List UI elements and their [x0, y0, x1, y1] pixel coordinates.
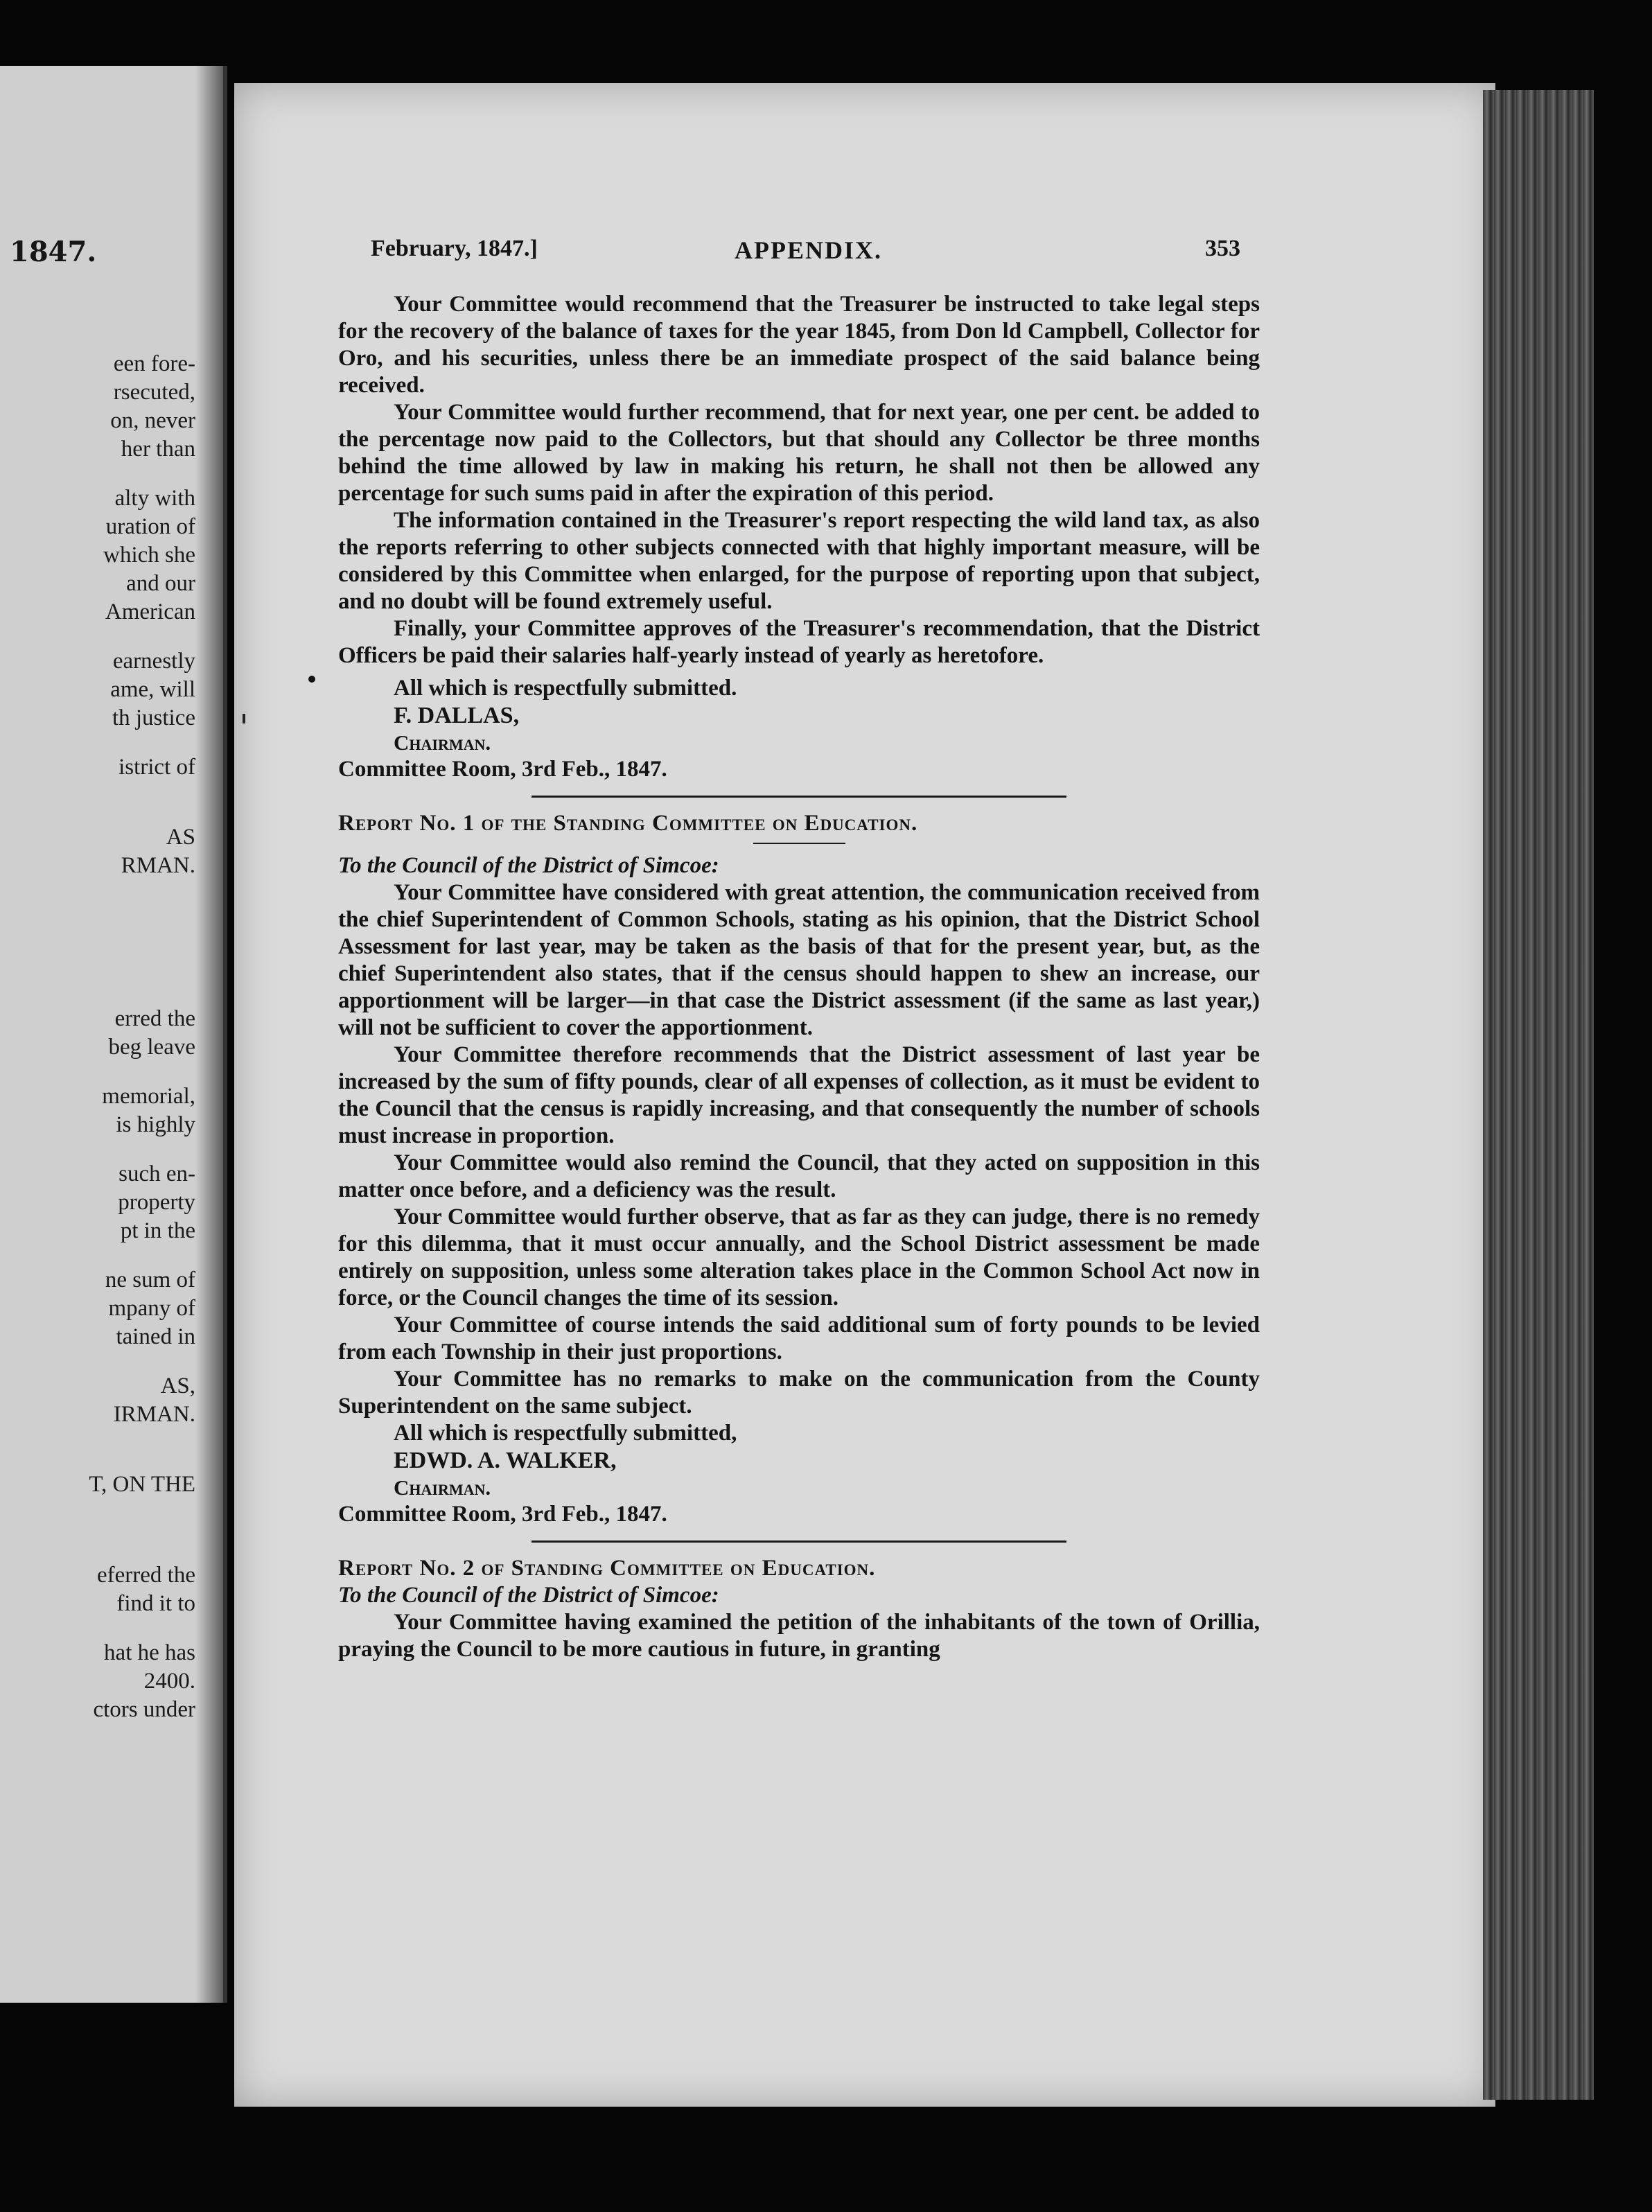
- facing-page-line: 2400.: [143, 1669, 195, 1694]
- facing-page-line: istrict of: [118, 755, 195, 780]
- facing-page-line: [0, 1540, 195, 1561]
- facing-page-line: [0, 802, 195, 823]
- facing-page-line: een fore-: [113, 351, 195, 376]
- address-line: To the Council of the District of Simcoe:: [338, 1583, 719, 1608]
- heading-underline: [753, 843, 845, 844]
- paragraph: Your Committee would also remind the Council, that they acted on supposition in this matter once before, and a deficiency was the result.: [338, 1150, 1260, 1202]
- facing-page-line: [0, 922, 195, 942]
- facing-page-line: find it to: [116, 1591, 195, 1616]
- facing-page: [0, 66, 227, 2003]
- facing-page-line: [0, 1450, 195, 1471]
- closing-line: All which is respectfully submitted,: [394, 1421, 737, 1446]
- facing-page-line: mpany of: [108, 1296, 195, 1321]
- facing-page-line: alty with: [114, 486, 195, 511]
- facing-page-line: [0, 984, 195, 1005]
- paragraph: The information contained in the Treasurer's report respecting the wild land tax, as also the reports referring to other subjects connected with that highly important measure, will be considered by this Committee when enlarged, for the purpose of reporting upon that subject, and no doubt will be found extremely useful.: [338, 508, 1260, 614]
- section-divider: [531, 796, 1066, 798]
- paragraph: Your Committee of course intends the said additional sum of forty pounds to be levied from each Township in their just proportions.: [338, 1313, 1260, 1364]
- facing-page-line: T, ON THE: [89, 1472, 195, 1497]
- facing-page-line: and our: [126, 571, 195, 596]
- section-divider: [531, 1540, 1066, 1543]
- facing-page-line: ctors under: [93, 1697, 195, 1722]
- page-number: 353: [1205, 236, 1240, 261]
- paragraph: Your Committee have considered with great attention, the communication received from the chief Superintendent of Common Schools, stating as his opinion, that the District School Assessment for last year, may be taken as the basis of that for the present year, but, as the chief Superintendent also states, that if the census should happen to shew an increase, our apportionment will be larger—in that case the District assessment (if the same as last year,) will not be sufficient to cover the apportionment.: [338, 880, 1260, 1040]
- facing-page-header: 1847.: [10, 236, 97, 268]
- facing-page-line: AS,: [160, 1373, 195, 1398]
- page-gutter: [195, 66, 223, 2003]
- paragraph: Your Committee having examined the petition of the inhabitants of the town of Orillia, praying the Council to be more cautious in future, in granting: [338, 1610, 1260, 1662]
- ink-spot: [308, 676, 315, 683]
- facing-page-line: property: [118, 1190, 195, 1215]
- closing-line: All which is respectfully submitted.: [394, 676, 737, 701]
- facing-page-text: [0, 350, 195, 1724]
- facing-page-line: [0, 1520, 195, 1540]
- facing-page-line: [0, 1429, 195, 1450]
- facing-page-line: [0, 1139, 195, 1160]
- facing-page-line: rsecuted,: [113, 380, 195, 405]
- facing-page-line: IRMAN.: [113, 1402, 195, 1427]
- facing-page-line: beg leave: [108, 1035, 195, 1060]
- facing-page-line: hat he has: [104, 1640, 195, 1665]
- facing-page-line: memorial,: [102, 1084, 195, 1109]
- facing-page-line: ne sum of: [105, 1267, 195, 1292]
- paragraph: Your Committee would further recommend, that for next year, one per cent. be added to the percentage now paid to the Collectors, but that should any Collector be three months behind the time allowed by law in making his return, he shall not then be allowed any percentage for such sums paid in after the expiration of this period.: [338, 400, 1260, 506]
- facing-page-line: th justice: [112, 705, 195, 730]
- facing-page-line: pt in the: [120, 1218, 195, 1243]
- committee-room-date: Committee Room, 3rd Feb., 1847.: [338, 757, 667, 782]
- facing-page-line: uration of: [105, 514, 195, 539]
- ink-speck: [243, 714, 245, 723]
- paragraph: Your Committee has no remarks to make on the communication from the County Superintendent on the same subject.: [338, 1367, 1260, 1419]
- facing-page-line: [0, 1351, 195, 1372]
- signatory-title: Chairman.: [394, 1475, 491, 1500]
- facing-page-line: her than: [121, 437, 195, 462]
- facing-page-line: earnestly: [112, 649, 195, 674]
- facing-page-line: [0, 963, 195, 984]
- facing-page-line: tained in: [116, 1324, 195, 1349]
- paragraph: Finally, your Committee approves of the Treasurer's recommendation, that the District Officers be paid their salaries half-yearly instead of yearly as heretofore.: [338, 616, 1260, 668]
- facing-page-line: ame, will: [110, 677, 195, 702]
- facing-page-line: [0, 1618, 195, 1639]
- facing-page-line: [0, 782, 195, 802]
- facing-page-line: [0, 880, 195, 901]
- signatory-name: F. DALLAS,: [394, 703, 520, 728]
- running-head: [371, 236, 1240, 270]
- facing-page-line: on, never: [110, 408, 195, 433]
- paragraph: Your Committee would recommend that the Treasurer be instructed to take legal steps for the recovery of the balance of taxes for the year 1845, from Don ld Campbell, Collector for Oro, and his securities, unless there be an immediate prospect of the said balance being received.: [338, 292, 1260, 398]
- book-page-edges: [1483, 90, 1594, 2100]
- facing-page-line: [0, 1245, 195, 1266]
- signatory-title: Chairman.: [394, 730, 491, 755]
- facing-page-line: [0, 464, 195, 484]
- page-body: [338, 291, 1260, 1663]
- section-heading: Report No. 1 of the Standing Committee on Education.: [338, 811, 918, 836]
- facing-page-line: American: [105, 599, 195, 624]
- facing-page-line: [0, 1062, 195, 1082]
- committee-room-date: Committee Room, 3rd Feb., 1847.: [338, 1502, 667, 1527]
- running-head-title: APPENDIX.: [735, 236, 882, 264]
- facing-page-line: erred the: [114, 1006, 195, 1031]
- facing-page-line: which she: [103, 543, 195, 568]
- facing-page-line: [0, 942, 195, 963]
- facing-page-line: [0, 732, 195, 753]
- facing-page-line: [0, 626, 195, 647]
- facing-page-line: is highly: [116, 1112, 195, 1137]
- paragraph: Your Committee would further observe, that as far as they can judge, there is no remedy for this dilemma, that it must occur annually, and the School District assessment be made entirely on supposition, unless some alteration takes place in the Common School Act now in force, or the Council changes the time of its session.: [338, 1204, 1260, 1310]
- facing-page-line: [0, 901, 195, 922]
- running-head-date: February, 1847.]: [371, 236, 538, 261]
- address-line: To the Council of the District of Simcoe:: [338, 853, 719, 878]
- facing-page-line: eferred the: [97, 1563, 195, 1588]
- paragraph: Your Committee therefore recommends that the District assessment of last year be increased by the sum of fifty pounds, clear of all expenses of collection, as it must be evident to the Council that the census is rapidly increasing, and that consequently the number of schools must increase in proportion.: [338, 1042, 1260, 1148]
- facing-page-line: [0, 1499, 195, 1520]
- facing-page-line: RMAN.: [121, 853, 195, 878]
- signatory-name: EDWD. A. WALKER,: [394, 1448, 617, 1473]
- facing-page-line: such en-: [118, 1161, 195, 1186]
- facing-page-line: AS: [166, 825, 195, 850]
- section-heading: Report No. 2 of Standing Committee on Education.: [338, 1556, 876, 1581]
